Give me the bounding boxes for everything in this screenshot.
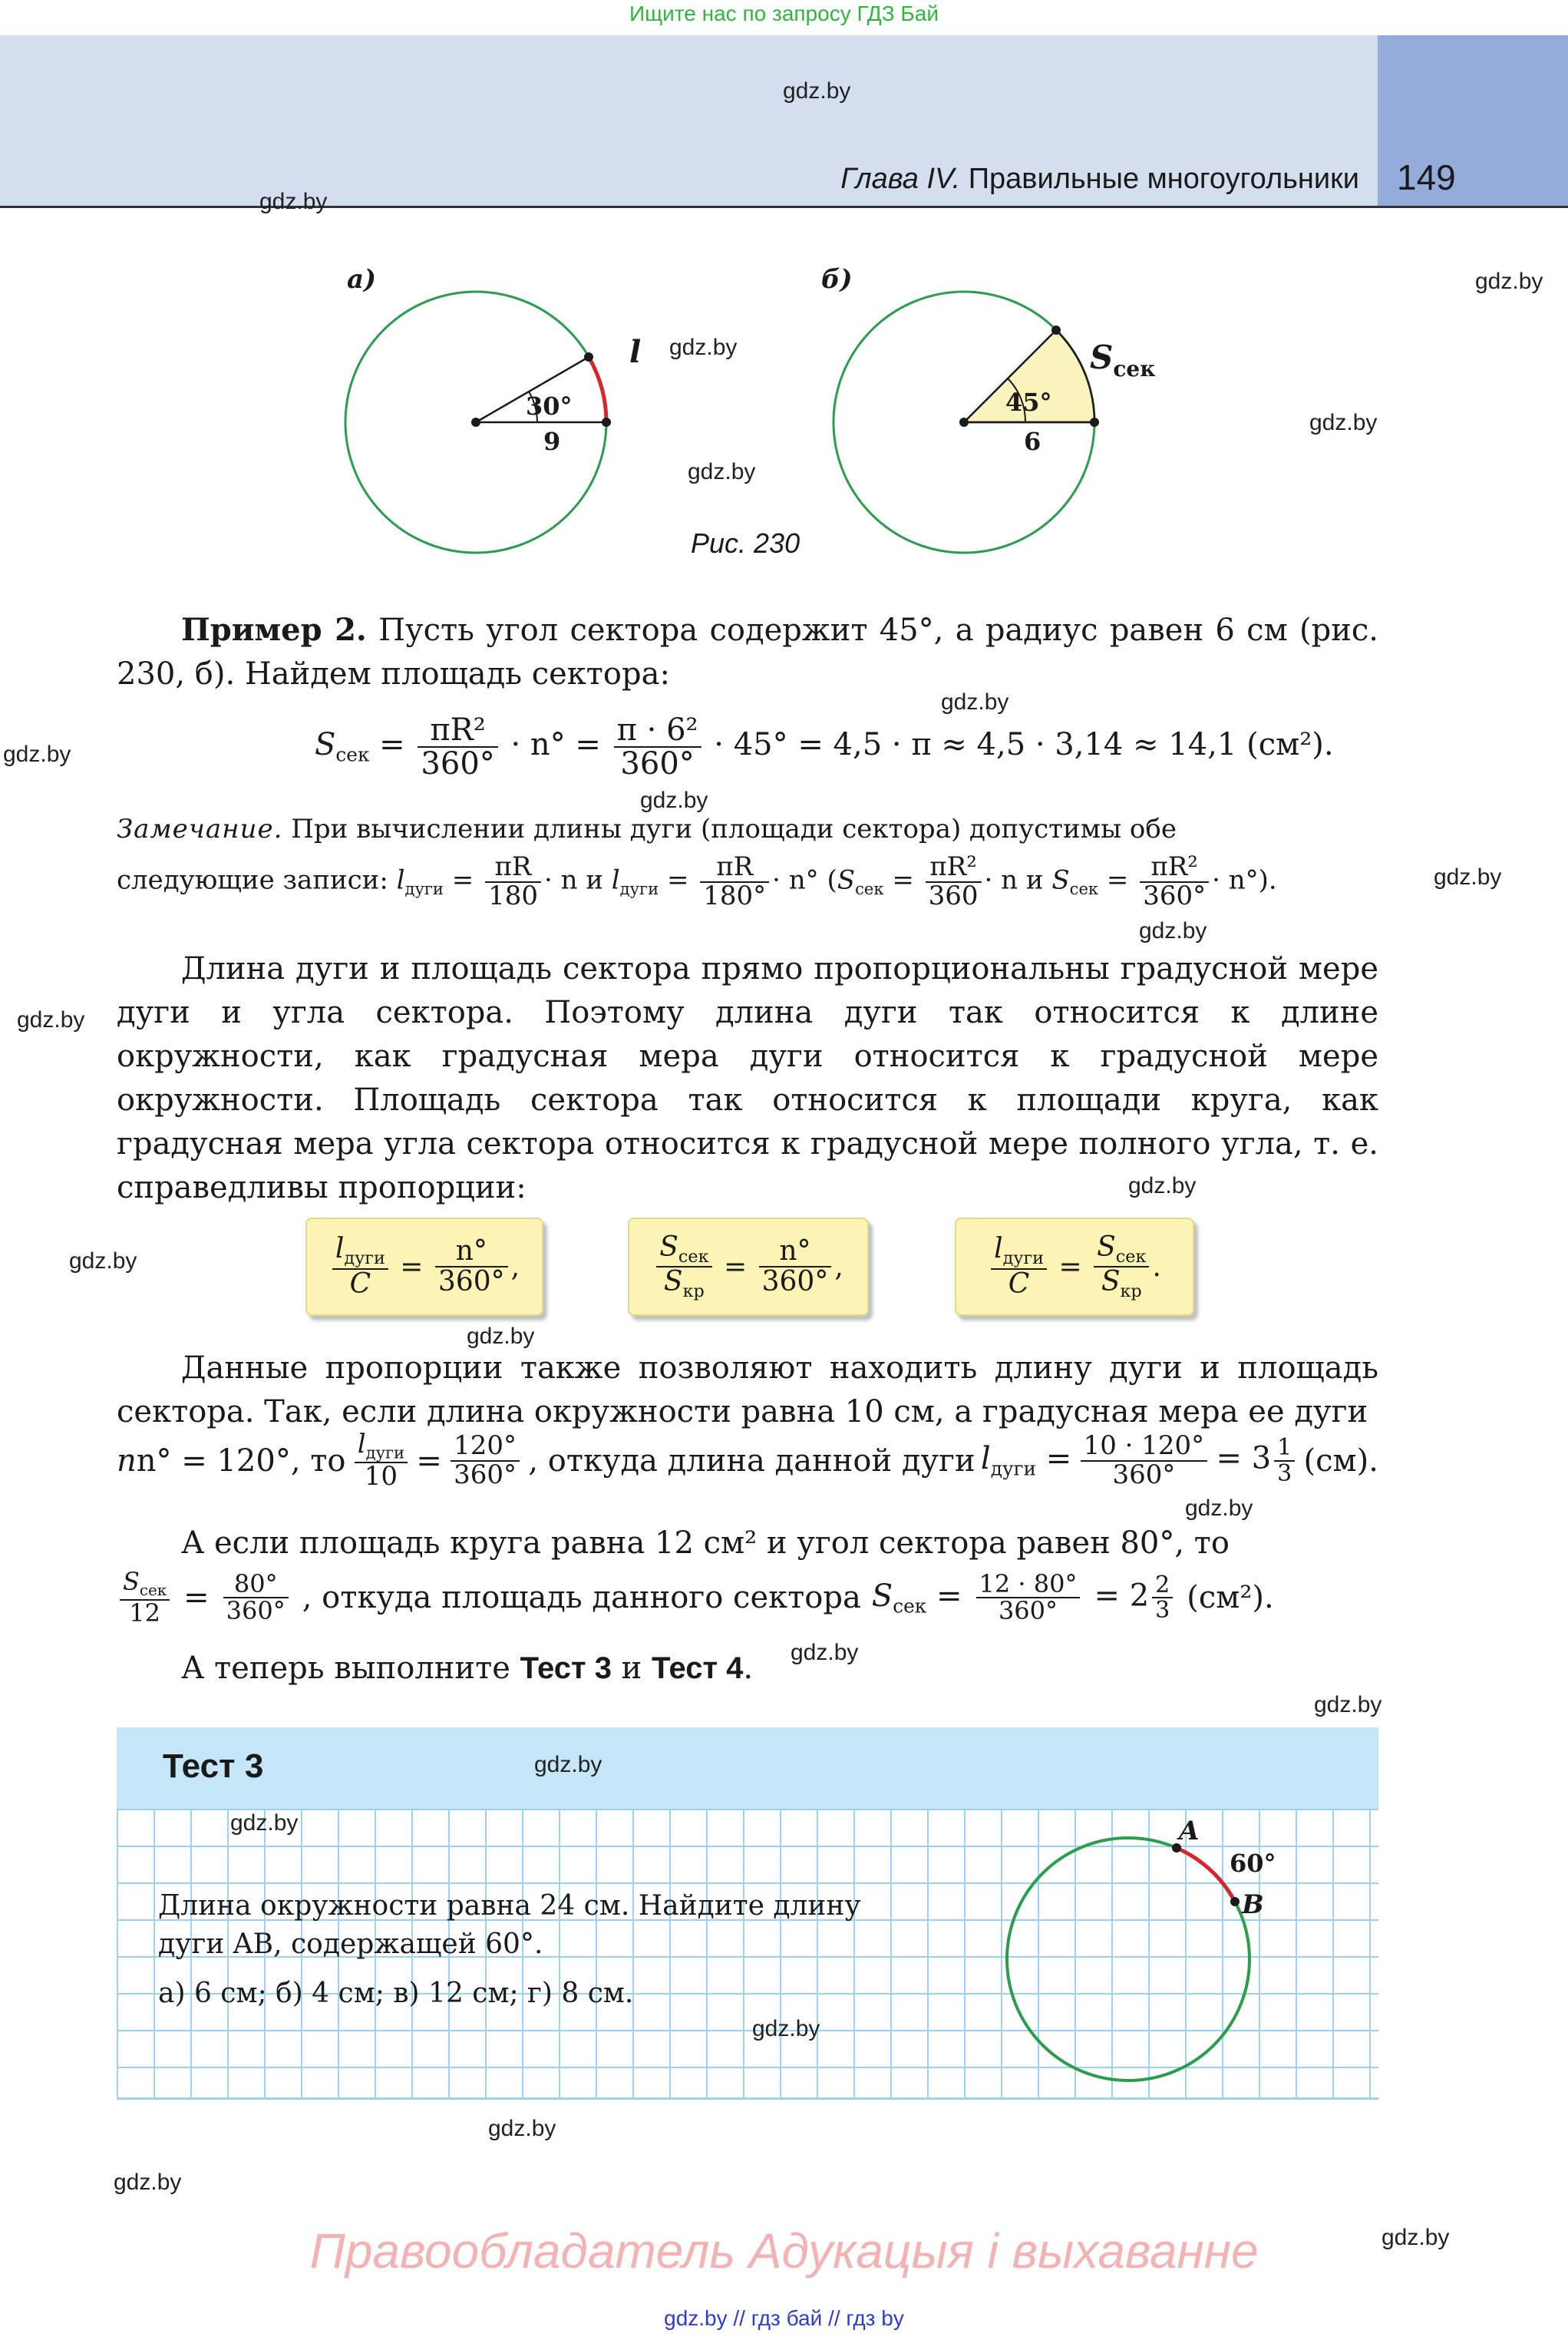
point-b [1230, 1897, 1240, 1906]
sector-example-formula: $\frac{S_{сек}}{12}$ = $\frac{80^\circ}{360^\circ}$ , откуда площадь данного сектора $S_{сек}$ = $\frac{12 \cdot 80^\circ}{360^\circ}$ = 2 $\frac{2}{3}$ (см²). [117, 1569, 1274, 1626]
example2-text [117, 608, 1378, 696]
figure-b-label: б) [821, 264, 853, 295]
watermark: gdz.by [1475, 269, 1543, 294]
remark-label: Замечание. [117, 814, 283, 844]
point-b-label: B [1242, 1889, 1264, 1920]
watermark: gdz.by [1185, 1496, 1253, 1521]
watermark: gdz.by [259, 189, 328, 214]
watermark: gdz.by [534, 1752, 602, 1777]
watermark: gdz.by [1309, 410, 1378, 435]
watermark: gdz.by [1381, 2225, 1450, 2250]
watermark: gdz.by [1128, 1173, 1197, 1198]
remark-line2: следующие записи: $l_{дуги}$ = $\frac{\pi R}{180}$ · n и $l_{дуги}$ = $\frac{\pi R}{180^\circ}$ · n° ($S_{сек}$ = $\frac{\text{πR²}}{360}$ · n и $S_{сек}$ = $\frac{\text{πR²}}{360^\circ}$ · n°). [117, 851, 1277, 911]
test3-question-line1: Длина окружности равна 24 см. Найдите длину [158, 1890, 861, 1922]
paragraph-sector-example: А если площадь круга равна 12 см² и угол сектора равен 80°, то [181, 1525, 1230, 1561]
angle-a-text: 30° [526, 392, 573, 421]
paragraph-proportionality: Длина дуги и площадь сектора прямо пропорциональны градусной мере дуги и угла сектора. Поэтому длина дуги так относится к длине окружности, как градусная мера дуги относится к градусной мере окружности. Площадь сектора так относится к площади круга, как градусная мера угла сектора относится к градусной мере полного угла, т. е. справедливы пропорции: [117, 951, 1378, 1205]
test3-question-line2: дуги AB, содержащей 60°. [158, 1929, 543, 1960]
example2-formula: $S_{сек}$ = $\frac{\text{πR²}}{360^\circ}$ · n° = $\frac{\text{π · 6²}}{360^\circ}$ · 45° = 4,5 · π ≈ 4,5 · 3,14 ≈ 14,1 (см²). [315, 712, 1334, 782]
watermark: gdz.by [488, 2116, 556, 2141]
test3-arc-ab [1177, 1848, 1235, 1902]
chapter-heading [840, 163, 1359, 196]
watermark: gdz.by [1139, 918, 1207, 944]
test3-link[interactable]: Тест 3 [520, 1651, 612, 1685]
example2-body: Пусть угол сектора содержит 45°, а радиус равен 6 см (рис. 230, б). Найдем площадь сектора: [117, 613, 1378, 692]
watermark: gdz.by [640, 788, 708, 813]
point-a-label: A [1179, 1816, 1200, 1846]
page-number: 149 [1397, 157, 1456, 197]
watermark: gdz.by [1434, 864, 1502, 890]
arc-l-text: l [629, 334, 642, 370]
radius-a-text: 9 [543, 427, 561, 456]
top-banner[interactable]: Ищите нас по запросу ГДЗ Бай [629, 2, 939, 25]
paragraph-arc-example: Данные пропорции также позволяют находить длину дуги и площадь сектора. Так, если длина окружности равна 10 см, а градусная мера ее дуги [117, 1350, 1378, 1429]
arc-angle-label: 60° [1230, 1849, 1276, 1878]
chapter-title: Правильные многоугольники [968, 163, 1359, 195]
watermark: gdz.by [17, 1007, 85, 1033]
sector-s-text: S [1090, 339, 1114, 376]
test3-answers[interactable]: а) 6 см; б) 4 см; в) 12 см; г) 8 см. [158, 1978, 634, 2009]
sector-s-sub: сек [1113, 356, 1156, 382]
watermark: gdz.by [3, 742, 71, 767]
arc-example-formula: nn° = 120°, то $\frac{l_{дуги}}{10}$ = $\frac{120^\circ}{360^\circ}$ , откуда длина данной дуги $l_{дуги}$ = $\frac{10 \cdot 120^\circ}{360^\circ}$ = 3 $\frac{1}{3}$ (см). [117, 1429, 1378, 1492]
watermark: gdz.by [791, 1640, 859, 1665]
watermark: gdz.by [69, 1248, 137, 1274]
example2-label: Пример 2. [181, 612, 367, 648]
figure-a-label: а) [347, 264, 377, 295]
watermark: gdz.by [114, 2170, 182, 2195]
test3-header [117, 1727, 1378, 1809]
figure-caption: Рис. 230 [691, 527, 801, 559]
chapter-prefix: Глава IV. [840, 163, 961, 195]
watermark: gdz.by [941, 689, 1009, 715]
tests-line: А теперь выполните Тест 3 и Тест 4. [181, 1651, 754, 1686]
header-rule [0, 206, 1568, 208]
remark-line1: Замечание. При вычислении длины дуги (площади сектора) допустимы обе [117, 814, 1177, 844]
watermark: gdz.by [783, 78, 851, 104]
radius-b-text: 6 [1024, 427, 1041, 456]
arc-l [589, 357, 606, 422]
watermark: gdz.by [669, 335, 738, 360]
proportion-box-2: $\frac{S_{сек}}{S_{кр}}$ = $\frac{n^\circ}{360^\circ}$ , [628, 1218, 869, 1316]
watermark: gdz.by [467, 1324, 535, 1349]
test3-circle-figure [990, 1816, 1312, 2093]
footer-links[interactable]: gdz.by // гдз бай // гдз by [664, 2306, 904, 2330]
test3-title: Тест 3 [163, 1747, 264, 1785]
watermark: gdz.by [230, 1810, 299, 1836]
test3-question [158, 1887, 861, 1964]
angle-b-text: 45° [1005, 388, 1052, 417]
watermark: gdz.by [752, 2016, 820, 2041]
copyright-owner: Правообладатель Адукацыя і выхаванне [309, 2223, 1259, 2279]
proportion-box-3: $\frac{l_{дуги}}{C}$ = $\frac{S_{сек}}{S_{кр}}$ . [955, 1218, 1194, 1316]
watermark: gdz.by [1314, 1692, 1382, 1717]
proportion-box-1: $\frac{l_{дуги}}{C}$ = $\frac{n^\circ}{360^\circ}$ , [305, 1218, 543, 1316]
svg-text:Sсек [1090, 339, 1155, 382]
watermark: gdz.by [688, 459, 756, 484]
figure-230 [322, 253, 1243, 576]
test4-link[interactable]: Тест 4 [652, 1651, 744, 1685]
